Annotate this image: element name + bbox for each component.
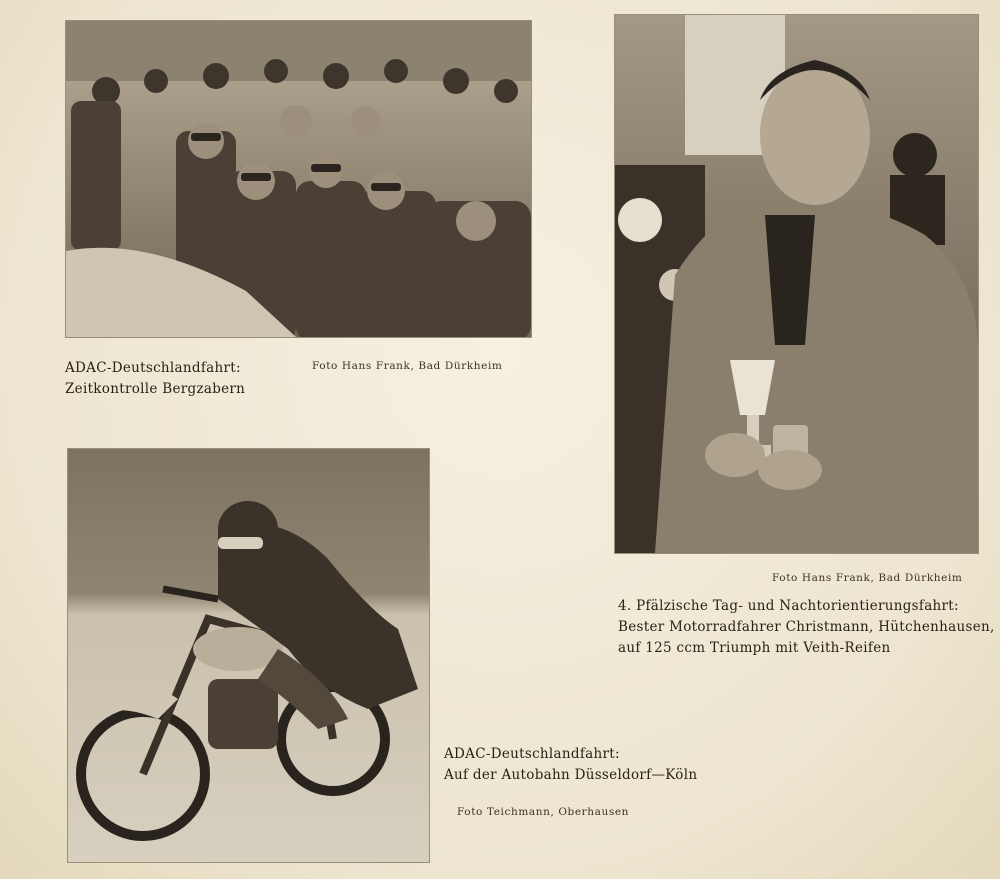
caption-line: Bester Motorradfahrer Christmann, Hütchenhausen, [618, 619, 995, 635]
caption-winner [618, 596, 995, 659]
photo-motorcyclist [67, 448, 430, 863]
caption-time-control [65, 358, 245, 400]
photo-credit: Foto Hans Frank, Bad Dürkheim [312, 360, 503, 372]
caption-line: Auf der Autobahn Düsseldorf—Köln [444, 767, 698, 783]
caption-line: 4. Pfälzische Tag- und Nachtorientierungsfahrt: [618, 598, 959, 614]
photo-winner-portrait [614, 14, 979, 554]
caption-line: Zeitkontrolle Bergzabern [65, 381, 246, 397]
caption-line: ADAC-Deutschlandfahrt: [65, 360, 241, 376]
photo-credit: Foto Teichmann, Oberhausen [457, 806, 630, 818]
photo-time-control [65, 20, 532, 338]
photo-credit: Foto Hans Frank, Bad Dürkheim [772, 572, 963, 584]
caption-line: ADAC-Deutschlandfahrt: [444, 746, 620, 762]
caption-motorcyclist [444, 744, 697, 786]
caption-line: auf 125 ccm Triumph mit Veith-Reifen [618, 640, 891, 656]
